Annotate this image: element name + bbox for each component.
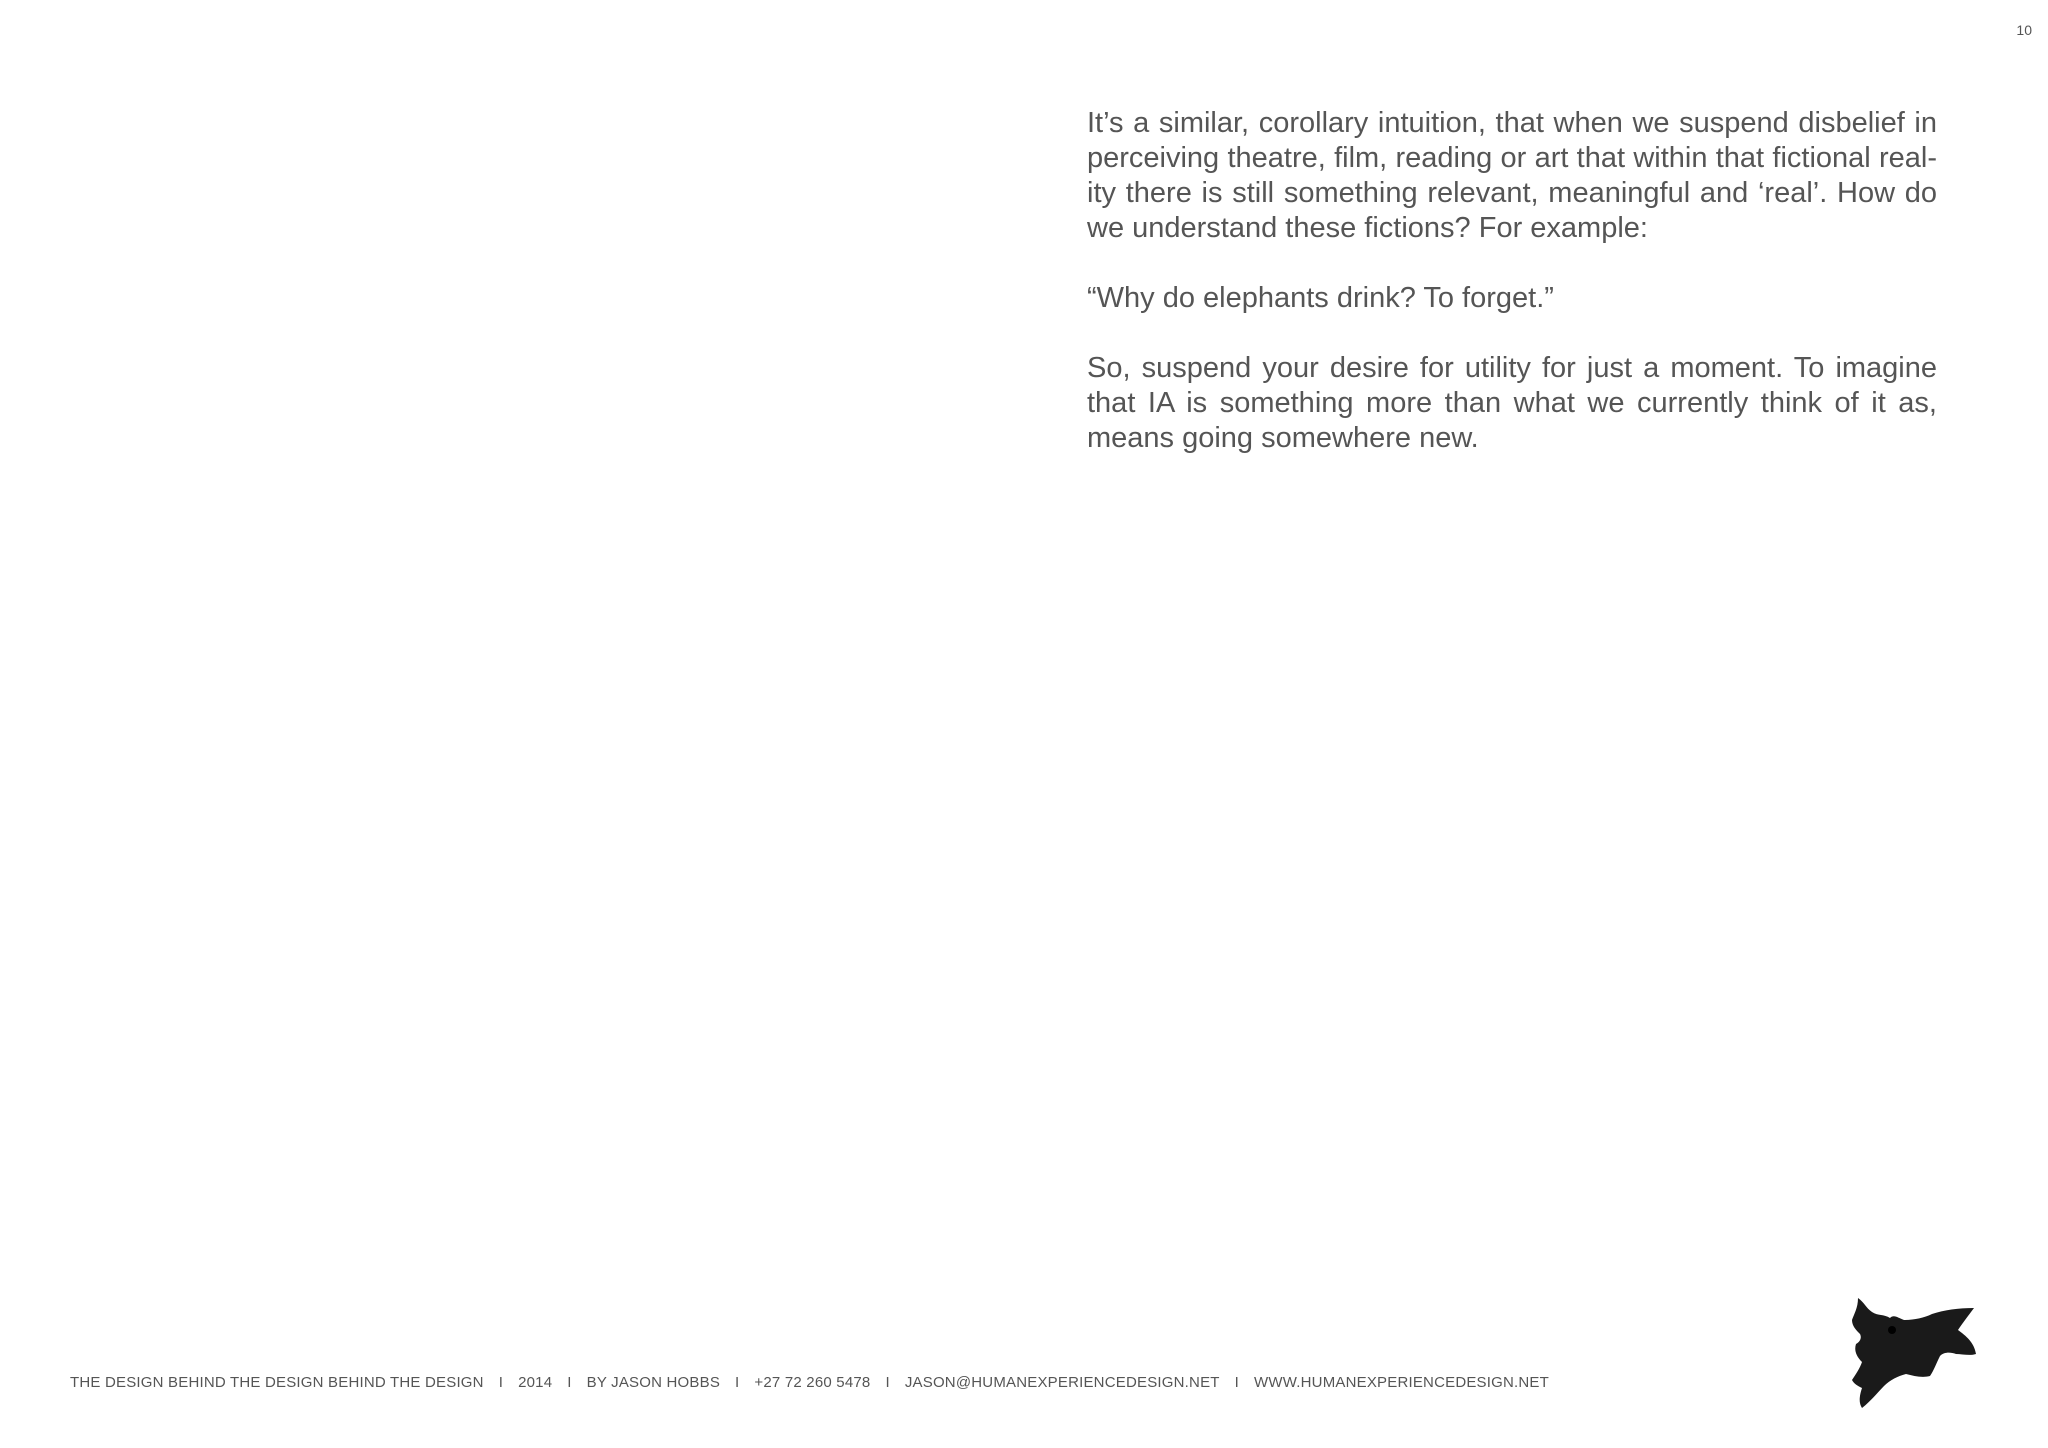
footer-separator: I xyxy=(1234,1374,1240,1391)
page-number: 10 xyxy=(2016,22,2032,38)
paragraph-utility: So, suspend your desire for utility for just a moment. To imagine that IA is something more than what we currently think of it as, means going somewhere new. xyxy=(1087,352,1937,454)
footer-title: THE DESIGN BEHIND THE DESIGN BEHIND THE DESIGN xyxy=(70,1374,484,1391)
footer-separator: I xyxy=(567,1374,572,1391)
footer-separator: I xyxy=(498,1374,504,1391)
footer-author: BY JASON HOBBS xyxy=(586,1374,721,1391)
body-text xyxy=(1087,106,1937,491)
footer xyxy=(70,1374,1549,1391)
footer-separator: I xyxy=(735,1374,740,1391)
footer-email: JASON@HUMANEXPERIENCEDESIGN.NET xyxy=(904,1374,1220,1391)
bat-logo-icon xyxy=(1850,1296,1980,1411)
paragraph-quote: “Why do elephants drink? To forget.” xyxy=(1087,282,1554,314)
footer-separator: I xyxy=(885,1374,890,1391)
footer-phone: +27 72 260 5478 xyxy=(754,1374,871,1391)
paragraph-fiction: It’s a similar, corollary intuition, that when we suspend disbelief in perceiving theatre, film, reading or art that within that fictional real-ity there is still something relevant, meaningful and ‘real’. How do we understand these fictions? For example: xyxy=(1087,107,1937,244)
footer-website: WWW.HUMANEXPERIENCEDESIGN.NET xyxy=(1254,1374,1549,1391)
footer-year: 2014 xyxy=(518,1374,553,1391)
